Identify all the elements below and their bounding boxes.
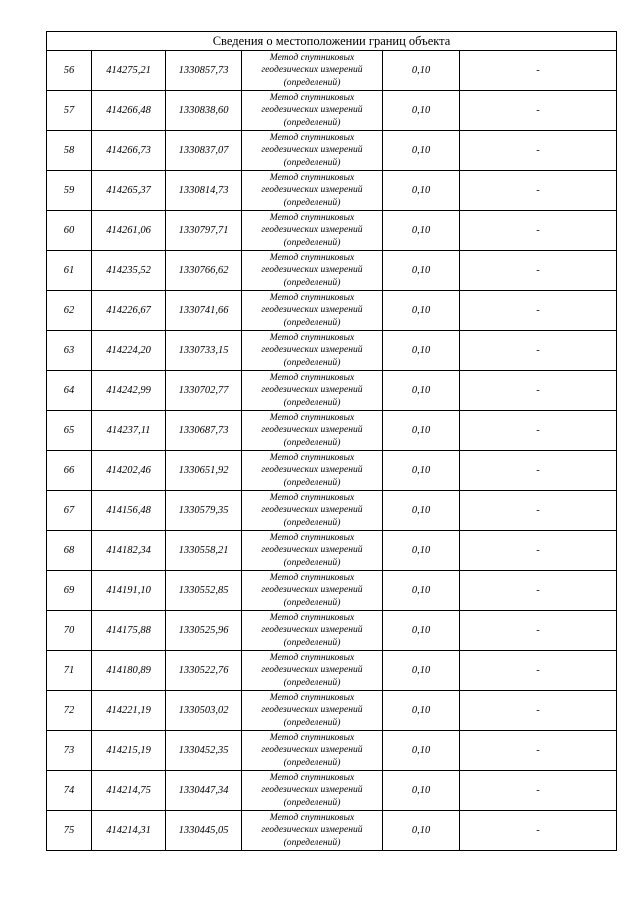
table-row xyxy=(47,91,617,131)
point-number-cell: 58 xyxy=(47,131,92,171)
table-row xyxy=(47,731,617,771)
method-line: (определений) xyxy=(283,236,341,248)
note-cell: - xyxy=(460,651,617,691)
note-cell: - xyxy=(460,731,617,771)
method-line: Метод спутниковых xyxy=(269,371,355,383)
table-row xyxy=(47,211,617,251)
method-line: геодезических измерений xyxy=(261,424,363,436)
method-line: (определений) xyxy=(283,796,341,808)
method-line: геодезических измерений xyxy=(261,384,363,396)
accuracy-cell: 0,10 xyxy=(383,691,460,731)
method-cell xyxy=(242,571,383,611)
method-line: (определений) xyxy=(283,636,341,648)
method-cell xyxy=(242,331,383,371)
table-row xyxy=(47,371,617,411)
y-coordinate-cell: 1330797,71 xyxy=(166,211,242,251)
accuracy-cell: 0,10 xyxy=(383,211,460,251)
method-line: геодезических измерений xyxy=(261,224,363,236)
x-coordinate-cell: 414202,46 xyxy=(92,451,166,491)
accuracy-cell: 0,10 xyxy=(383,771,460,811)
x-coordinate-cell: 414261,06 xyxy=(92,211,166,251)
method-line: Метод спутниковых xyxy=(269,771,355,783)
method-line: Метод спутниковых xyxy=(269,211,355,223)
y-coordinate-cell: 1330445,05 xyxy=(166,811,242,851)
note-cell: - xyxy=(460,371,617,411)
accuracy-cell: 0,10 xyxy=(383,531,460,571)
accuracy-cell: 0,10 xyxy=(383,411,460,451)
point-number-cell: 73 xyxy=(47,731,92,771)
accuracy-cell: 0,10 xyxy=(383,51,460,91)
y-coordinate-cell: 1330651,92 xyxy=(166,451,242,491)
x-coordinate-cell: 414266,73 xyxy=(92,131,166,171)
method-cell xyxy=(242,771,383,811)
point-number-cell: 69 xyxy=(47,571,92,611)
method-line: Метод спутниковых xyxy=(269,531,355,543)
x-coordinate-cell: 414191,10 xyxy=(92,571,166,611)
method-cell xyxy=(242,211,383,251)
note-cell: - xyxy=(460,611,617,651)
x-coordinate-cell: 414235,52 xyxy=(92,251,166,291)
method-line: (определений) xyxy=(283,676,341,688)
y-coordinate-cell: 1330837,07 xyxy=(166,131,242,171)
method-cell xyxy=(242,371,383,411)
method-line: геодезических измерений xyxy=(261,704,363,716)
table-row xyxy=(47,811,617,851)
method-cell xyxy=(242,291,383,331)
note-cell: - xyxy=(460,451,617,491)
x-coordinate-cell: 414215,19 xyxy=(92,731,166,771)
method-line: геодезических измерений xyxy=(261,464,363,476)
note-cell: - xyxy=(460,411,617,451)
method-line: (определений) xyxy=(283,276,341,288)
method-line: геодезических измерений xyxy=(261,824,363,836)
x-coordinate-cell: 414182,34 xyxy=(92,531,166,571)
method-cell xyxy=(242,411,383,451)
note-cell: - xyxy=(460,531,617,571)
method-line: геодезических измерений xyxy=(261,184,363,196)
y-coordinate-cell: 1330447,34 xyxy=(166,771,242,811)
method-cell xyxy=(242,131,383,171)
table-body xyxy=(47,51,617,851)
y-coordinate-cell: 1330579,35 xyxy=(166,491,242,531)
y-coordinate-cell: 1330503,02 xyxy=(166,691,242,731)
accuracy-cell: 0,10 xyxy=(383,651,460,691)
method-line: Метод спутниковых xyxy=(269,651,355,663)
table-title: Сведения о местоположении границ объекта xyxy=(47,32,617,51)
method-line: Метод спутниковых xyxy=(269,51,355,63)
method-line: геодезических измерений xyxy=(261,144,363,156)
note-cell: - xyxy=(460,771,617,811)
method-line: (определений) xyxy=(283,556,341,568)
method-line: (определений) xyxy=(283,436,341,448)
note-cell: - xyxy=(460,811,617,851)
point-number-cell: 71 xyxy=(47,651,92,691)
accuracy-cell: 0,10 xyxy=(383,171,460,211)
accuracy-cell: 0,10 xyxy=(383,491,460,531)
accuracy-cell: 0,10 xyxy=(383,331,460,371)
method-line: (определений) xyxy=(283,356,341,368)
accuracy-cell: 0,10 xyxy=(383,291,460,331)
point-number-cell: 74 xyxy=(47,771,92,811)
method-line: (определений) xyxy=(283,596,341,608)
method-line: (определений) xyxy=(283,116,341,128)
x-coordinate-cell: 414242,99 xyxy=(92,371,166,411)
method-line: геодезических измерений xyxy=(261,544,363,556)
method-line: геодезических измерений xyxy=(261,624,363,636)
method-line: геодезических измерений xyxy=(261,264,363,276)
method-cell xyxy=(242,91,383,131)
x-coordinate-cell: 414156,48 xyxy=(92,491,166,531)
table-row xyxy=(47,491,617,531)
point-number-cell: 57 xyxy=(47,91,92,131)
method-line: Метод спутниковых xyxy=(269,131,355,143)
method-line: Метод спутниковых xyxy=(269,491,355,503)
x-coordinate-cell: 414224,20 xyxy=(92,331,166,371)
accuracy-cell: 0,10 xyxy=(383,251,460,291)
point-number-cell: 64 xyxy=(47,371,92,411)
method-line: геодезических измерений xyxy=(261,304,363,316)
accuracy-cell: 0,10 xyxy=(383,811,460,851)
method-line: (определений) xyxy=(283,836,341,848)
method-cell xyxy=(242,491,383,531)
y-coordinate-cell: 1330733,15 xyxy=(166,331,242,371)
method-line: Метод спутниковых xyxy=(269,331,355,343)
method-line: Метод спутниковых xyxy=(269,691,355,703)
table-row xyxy=(47,771,617,811)
y-coordinate-cell: 1330741,66 xyxy=(166,291,242,331)
point-number-cell: 75 xyxy=(47,811,92,851)
note-cell: - xyxy=(460,331,617,371)
method-line: геодезических измерений xyxy=(261,64,363,76)
method-line: геодезических измерений xyxy=(261,744,363,756)
method-line: Метод спутниковых xyxy=(269,251,355,263)
method-line: Метод спутниковых xyxy=(269,611,355,623)
x-coordinate-cell: 414180,89 xyxy=(92,651,166,691)
table-row xyxy=(47,291,617,331)
method-line: геодезических измерений xyxy=(261,104,363,116)
boundary-table xyxy=(46,31,617,851)
y-coordinate-cell: 1330814,73 xyxy=(166,171,242,211)
accuracy-cell: 0,10 xyxy=(383,451,460,491)
x-coordinate-cell: 414275,21 xyxy=(92,51,166,91)
point-number-cell: 72 xyxy=(47,691,92,731)
y-coordinate-cell: 1330452,35 xyxy=(166,731,242,771)
point-number-cell: 60 xyxy=(47,211,92,251)
method-line: (определений) xyxy=(283,756,341,768)
x-coordinate-cell: 414214,75 xyxy=(92,771,166,811)
method-cell xyxy=(242,691,383,731)
method-line: (определений) xyxy=(283,156,341,168)
method-line: геодезических измерений xyxy=(261,784,363,796)
method-line: Метод спутниковых xyxy=(269,171,355,183)
method-cell xyxy=(242,651,383,691)
point-number-cell: 68 xyxy=(47,531,92,571)
method-line: Метод спутниковых xyxy=(269,731,355,743)
table-row xyxy=(47,331,617,371)
accuracy-cell: 0,10 xyxy=(383,371,460,411)
point-number-cell: 56 xyxy=(47,51,92,91)
method-line: Метод спутниковых xyxy=(269,571,355,583)
method-line: (определений) xyxy=(283,516,341,528)
y-coordinate-cell: 1330857,73 xyxy=(166,51,242,91)
x-coordinate-cell: 414265,37 xyxy=(92,171,166,211)
note-cell: - xyxy=(460,291,617,331)
x-coordinate-cell: 414214,31 xyxy=(92,811,166,851)
y-coordinate-cell: 1330522,76 xyxy=(166,651,242,691)
table-row xyxy=(47,51,617,91)
y-coordinate-cell: 1330558,21 xyxy=(166,531,242,571)
note-cell: - xyxy=(460,211,617,251)
note-cell: - xyxy=(460,571,617,611)
y-coordinate-cell: 1330552,85 xyxy=(166,571,242,611)
x-coordinate-cell: 414221,19 xyxy=(92,691,166,731)
table-row xyxy=(47,251,617,291)
method-cell xyxy=(242,731,383,771)
y-coordinate-cell: 1330687,73 xyxy=(166,411,242,451)
method-cell xyxy=(242,451,383,491)
method-line: (определений) xyxy=(283,76,341,88)
y-coordinate-cell: 1330766,62 xyxy=(166,251,242,291)
table-row xyxy=(47,171,617,211)
table-row xyxy=(47,571,617,611)
y-coordinate-cell: 1330702,77 xyxy=(166,371,242,411)
accuracy-cell: 0,10 xyxy=(383,611,460,651)
table-row xyxy=(47,451,617,491)
point-number-cell: 70 xyxy=(47,611,92,651)
method-line: Метод спутниковых xyxy=(269,811,355,823)
x-coordinate-cell: 414266,48 xyxy=(92,91,166,131)
y-coordinate-cell: 1330525,96 xyxy=(166,611,242,651)
method-cell xyxy=(242,51,383,91)
note-cell: - xyxy=(460,691,617,731)
point-number-cell: 65 xyxy=(47,411,92,451)
x-coordinate-cell: 414237,11 xyxy=(92,411,166,451)
point-number-cell: 66 xyxy=(47,451,92,491)
method-line: геодезических измерений xyxy=(261,504,363,516)
point-number-cell: 61 xyxy=(47,251,92,291)
method-line: геодезических измерений xyxy=(261,584,363,596)
note-cell: - xyxy=(460,251,617,291)
y-coordinate-cell: 1330838,60 xyxy=(166,91,242,131)
method-line: Метод спутниковых xyxy=(269,291,355,303)
note-cell: - xyxy=(460,131,617,171)
point-number-cell: 62 xyxy=(47,291,92,331)
note-cell: - xyxy=(460,491,617,531)
method-line: геодезических измерений xyxy=(261,664,363,676)
method-line: геодезических измерений xyxy=(261,344,363,356)
method-line: (определений) xyxy=(283,716,341,728)
method-line: Метод спутниковых xyxy=(269,91,355,103)
point-number-cell: 63 xyxy=(47,331,92,371)
method-line: Метод спутниковых xyxy=(269,451,355,463)
table-row xyxy=(47,691,617,731)
method-line: (определений) xyxy=(283,196,341,208)
accuracy-cell: 0,10 xyxy=(383,731,460,771)
method-line: (определений) xyxy=(283,316,341,328)
method-cell xyxy=(242,611,383,651)
accuracy-cell: 0,10 xyxy=(383,91,460,131)
method-line: Метод спутниковых xyxy=(269,411,355,423)
point-number-cell: 67 xyxy=(47,491,92,531)
table-row xyxy=(47,411,617,451)
note-cell: - xyxy=(460,91,617,131)
method-cell xyxy=(242,811,383,851)
method-cell xyxy=(242,531,383,571)
table-row xyxy=(47,531,617,571)
method-line: (определений) xyxy=(283,396,341,408)
accuracy-cell: 0,10 xyxy=(383,571,460,611)
method-cell xyxy=(242,251,383,291)
table-row xyxy=(47,651,617,691)
note-cell: - xyxy=(460,51,617,91)
note-cell: - xyxy=(460,171,617,211)
x-coordinate-cell: 414226,67 xyxy=(92,291,166,331)
point-number-cell: 59 xyxy=(47,171,92,211)
table-row xyxy=(47,611,617,651)
method-cell xyxy=(242,171,383,211)
accuracy-cell: 0,10 xyxy=(383,131,460,171)
table-row xyxy=(47,131,617,171)
x-coordinate-cell: 414175,88 xyxy=(92,611,166,651)
method-line: (определений) xyxy=(283,476,341,488)
